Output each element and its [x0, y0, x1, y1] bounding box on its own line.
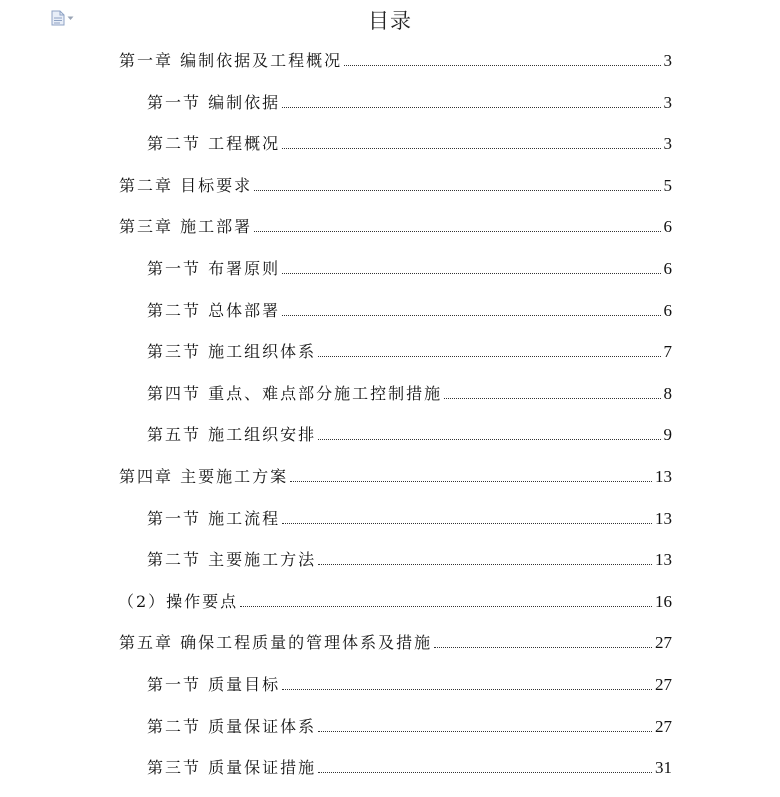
toc-leader-dots [290, 481, 652, 482]
toc-leader-dots [282, 315, 660, 316]
toc-leader-dots [318, 439, 660, 440]
toc-entry-label: 第一节 布署原则 [147, 259, 281, 278]
toc-entry-label: 第一节 编制依据 [147, 92, 281, 112]
toc-entry-label: 第三章 施工部署 [119, 217, 253, 237]
toc-page-number: 27 [655, 675, 672, 694]
toc-leader-dots [282, 689, 652, 690]
toc-leader-dots [318, 772, 652, 773]
toc-entry[interactable] [119, 213, 672, 237]
toc-entry-label: 第三节 施工组织体系 [147, 342, 317, 362]
toc-page-number: 3 [663, 51, 672, 70]
toc-leader-dots [318, 564, 652, 565]
toc-leader-dots [282, 523, 652, 524]
toc-entry-label: 第二节 总体部署 [147, 300, 281, 320]
toc-page-number: 6 [663, 259, 672, 278]
toc-entry[interactable] [147, 338, 672, 362]
toc-page-number: 13 [655, 508, 672, 528]
toc-entry[interactable] [147, 255, 672, 279]
toc-page-number: 13 [655, 467, 672, 486]
toc-entry-label: 第一节 质量目标 [147, 675, 281, 694]
toc-entry[interactable] [119, 629, 672, 653]
toc-page-number: 31 [655, 758, 672, 778]
toc-entry[interactable] [118, 588, 672, 612]
toc-page-number: 27 [655, 633, 672, 653]
toc-leader-dots [282, 273, 660, 274]
toc-leader-dots [282, 107, 660, 108]
toc-leader-dots [318, 731, 652, 732]
toc-page-number: 9 [663, 425, 672, 445]
toc-entry-label: 第五节 施工组织安排 [147, 425, 317, 445]
toc-page-number: 3 [663, 134, 672, 154]
toc-leader-dots [318, 356, 660, 357]
toc-entry-label: 第二节 质量保证体系 [147, 716, 317, 736]
toc-entry-label: 第一章 编制依据及工程概况 [119, 51, 343, 70]
toc-entry-label: 第五章 确保工程质量的管理体系及措施 [119, 633, 433, 653]
toc-entry[interactable] [147, 297, 672, 321]
toc-entry-label: 第二节 主要施工方法 [147, 550, 317, 570]
toc-leader-dots [444, 398, 660, 399]
toc-entry[interactable] [119, 463, 672, 487]
toc-page-number: 5 [663, 175, 672, 195]
toc-page-number: 6 [663, 300, 672, 320]
toc-entry-label: 第四章 主要施工方案 [119, 467, 289, 486]
toc-page-number: 6 [663, 217, 672, 237]
toc-entry[interactable] [119, 47, 672, 71]
toc-entry-label: 第二节 工程概况 [147, 134, 281, 154]
toc-leader-dots [240, 606, 652, 607]
toc-entry[interactable] [147, 671, 672, 695]
toc-entry[interactable] [147, 505, 672, 529]
toc-entry[interactable] [147, 546, 672, 570]
toc-leader-dots [282, 148, 660, 149]
toc-page-number: 16 [655, 591, 672, 611]
toc-leader-dots [254, 190, 660, 191]
toc-entry-label: 第三节 质量保证措施 [147, 758, 317, 778]
toc-entry[interactable] [147, 421, 672, 445]
page-title: 目录 [368, 9, 412, 33]
toc-leader-dots [344, 65, 660, 66]
toc-entry[interactable] [147, 380, 672, 404]
toc-entry[interactable] [147, 89, 672, 113]
toc-leader-dots [434, 647, 652, 648]
toc-entry-label: 第二章 目标要求 [119, 175, 253, 195]
toc-leader-dots [254, 231, 660, 232]
toc-entry-label: 第一节 施工流程 [147, 508, 281, 528]
toc-page-number: 27 [655, 716, 672, 736]
toc-entry-label: （2）操作要点 [118, 591, 239, 611]
toc-page-number: 13 [655, 550, 672, 570]
toc-page-number: 7 [663, 342, 672, 362]
toc-entry[interactable] [119, 172, 672, 196]
toc-entry-label: 第四节 重点、难点部分施工控制措施 [147, 383, 443, 403]
toc-page-number: 3 [663, 92, 672, 112]
toc-page-number: 8 [663, 383, 672, 403]
toc-entry[interactable] [147, 754, 672, 778]
toc-entry[interactable] [147, 130, 672, 154]
toc-entry[interactable] [147, 713, 672, 737]
